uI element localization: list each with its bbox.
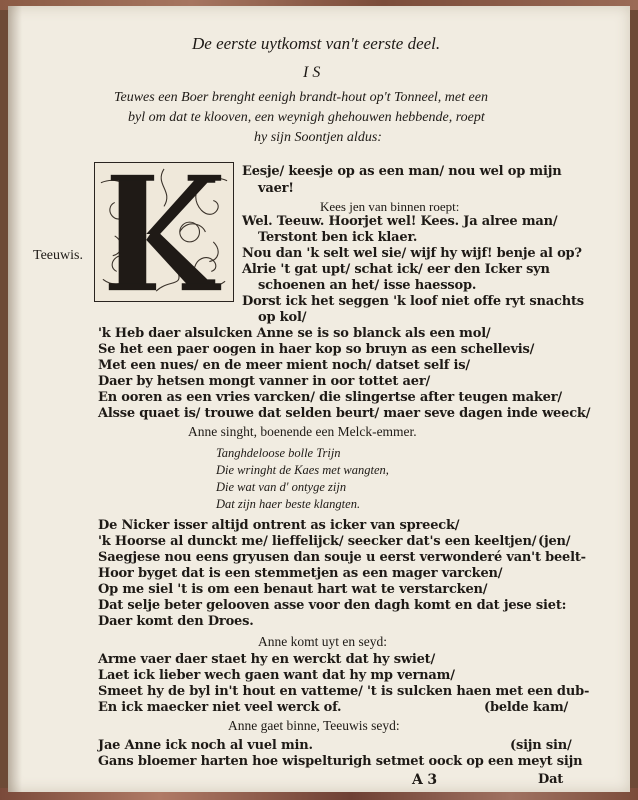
verse-carry-over: (jen/ — [538, 534, 571, 549]
stage-direction-line-3: hy sijn Soontjen aldus: — [254, 130, 382, 145]
verse-line: schoenen an het/ isse haessop. — [258, 278, 477, 293]
verse-line: Dat selje beter gelooven asse voor den dagh komt en dat jese siet: — [98, 598, 567, 613]
song-line: Die wat van d' ontyge zijn — [216, 480, 347, 494]
verse-line: vaer! — [258, 181, 294, 196]
verse-line: Eesje/ keesje op as een man/ nou wel op mijn — [242, 164, 562, 179]
scene-number: I S — [303, 64, 321, 81]
verse-line: Smeet hy de byl in't hout en vatteme/ 't is sulcken haen met een dub- — [98, 684, 590, 699]
verse-line: En ick maecker niet veel werck of. — [98, 700, 342, 715]
decorated-initial — [94, 162, 234, 302]
verse-line: En ooren as een vries varcken/ die slingertse after teugen maker/ — [98, 390, 562, 405]
verse-line: Jae Anne ick noch al vuel min. — [98, 738, 313, 753]
verse-line: Terstont ben ick klaer. — [258, 230, 418, 245]
verse-line: Hoor byget dat is een stemmetjen as een mager varcken/ — [98, 566, 503, 581]
verse-line: 'k Heb daer alsulcken Anne se is so blanck als een mol/ — [98, 326, 491, 341]
stage-direction: Anne gaet binne, Teeuwis seyd: — [228, 718, 400, 733]
verse-line: Alrie 't gat upt/ schat ick/ eer den Icker syn — [242, 262, 550, 277]
stage-direction-line-1: Teuwes een Boer brenght eenigh brandt-hout op't Tonneel, met een — [114, 90, 488, 105]
song-line: Dat zijn haer beste klangten. — [216, 497, 361, 511]
verse-line: Gans bloemer harten hoe wispelturigh setmet oock op een meyt sijn — [98, 754, 583, 769]
stage-direction-line-2: byl om dat te klooven, een weynigh ghehouwen hebbende, roept — [128, 110, 485, 125]
verse-line: op kol/ — [258, 310, 307, 325]
verse-line: De Nicker isser altijd ontrent as icker van spreeck/ — [98, 518, 460, 533]
verse-line: Nou dan 'k selt wel sie/ wijf hy wijf! benje al op? — [242, 246, 582, 261]
stage-direction: Kees jen van binnen roept: — [320, 199, 460, 214]
verse-line: Saegjese nou eens gryusen dan souje u eerst verwonderé van't beelt- — [98, 550, 586, 565]
song-line: Tanghdeloose bolle Trijn — [216, 446, 341, 460]
song-line: Die wringht de Kaes met wangten, — [216, 463, 389, 477]
speaker-margin-label: Teeuwis. — [33, 248, 83, 263]
stage-direction: Anne singht, boenende een Melck-emmer. — [188, 424, 417, 439]
stage-direction: Anne komt uyt en seyd: — [258, 634, 387, 649]
verse-line: Daer by hetsen mongt vanner in oor tottet aer/ — [98, 374, 431, 389]
running-head: De eerste uytkomst van't eerste deel. — [192, 34, 441, 53]
verse-line: Dorst ick het seggen 'k loof niet offe ryt snachts — [242, 294, 584, 309]
verse-line: Se het een paer oogen in haer kop so bruyn as een schellevis/ — [98, 342, 535, 357]
verse-carry-over: (sijn sin/ — [510, 738, 572, 753]
verse-line: Laet ick lieber wech gaen want dat hy mp vernam/ — [98, 668, 455, 683]
decorated-initial-ornament — [95, 163, 233, 301]
verse-line: Met een nues/ en de meer mient noch/ datset self is/ — [98, 358, 470, 373]
catchword: Dat — [538, 772, 564, 787]
verse-line: Op me siel 't is om een benaut hart wat te verstarcken/ — [98, 582, 488, 597]
signature-mark: A 3 — [412, 772, 437, 788]
verse-line: Wel. Teeuw. Hoorjet wel! Kees. Ja alree man/ — [242, 214, 558, 229]
verse-line: 'k Hoorse al dunckt me/ lieffelijck/ seecker dat's een keeltjen/ — [98, 534, 537, 549]
verse-line: Alsse quaet is/ trouwe dat selden beurt/ maer seve dagen inde weeck/ — [98, 406, 591, 421]
verse-line: Daer komt den Droes. — [98, 614, 254, 629]
verse-line: Arme vaer daer staet hy en werckt dat hy swiet/ — [98, 652, 436, 667]
page-gutter-shadow — [8, 6, 22, 792]
verse-carry-over: (belde kam/ — [484, 700, 569, 715]
